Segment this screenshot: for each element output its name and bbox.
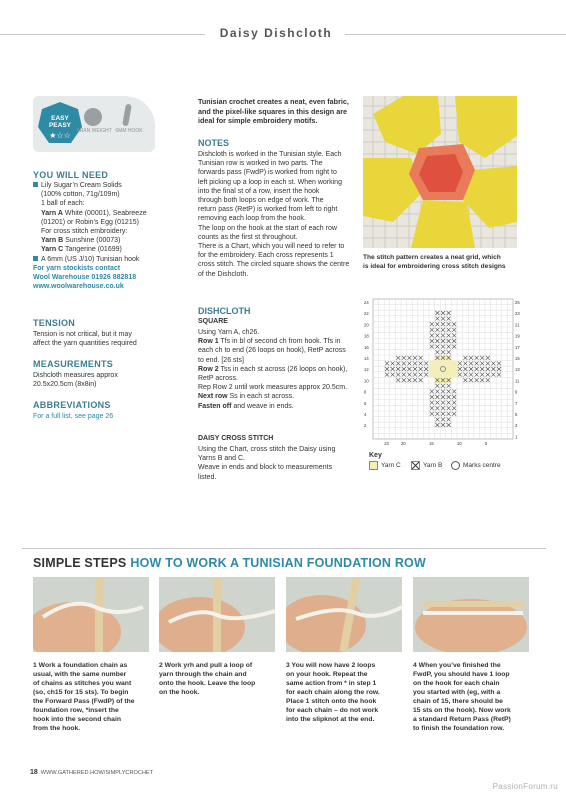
- step-line: [159, 679, 275, 688]
- notes-text: [198, 150, 356, 279]
- step-line-text: Work yrh and pull a loop of: [164, 662, 253, 669]
- step-line: [413, 724, 529, 733]
- notes-heading: NOTES: [198, 138, 230, 148]
- step-line: [159, 688, 275, 697]
- chart-cell-yarn-c: [451, 372, 457, 378]
- step-line-text: you started with (eg, with a: [413, 689, 501, 696]
- step-line: [413, 679, 529, 688]
- measurements-text: Dishcloth measures approx 20.5x20.5cm (8x8in): [33, 372, 118, 389]
- step-line: [33, 670, 149, 679]
- step-line-text: for each chain along the row.: [286, 689, 380, 696]
- step-line-text: yarn through the chain and: [159, 671, 247, 678]
- chart-col-label: 20: [401, 441, 406, 445]
- daisy-dishcloth-photo: [363, 96, 517, 248]
- tension-text: Tension is not critical, but it may affect the yarn quantities required: [33, 331, 137, 348]
- step-line: [286, 670, 402, 679]
- chart-row-label: 16: [364, 344, 369, 350]
- key-marks-centre: Marks centre: [451, 461, 501, 470]
- tension-heading: TENSION: [33, 318, 76, 328]
- abbreviations-heading: ABBREVIATIONS: [33, 400, 111, 410]
- step-line: [413, 715, 529, 724]
- chart-cell-yarn-c: [446, 372, 452, 378]
- step-line-text: Work a foundation chain as: [38, 662, 128, 669]
- square-heading: SQUARE: [198, 318, 228, 325]
- step-line-text: on your hook. Repeat the: [286, 671, 368, 678]
- header-rule-left: [0, 34, 205, 35]
- chart-row-label: 18: [364, 333, 369, 339]
- chart-cell-yarn-c: [429, 372, 435, 378]
- intro-text: Tunisian crochet creates a neat, even fabric, and the pixel-like squares in this design are ideal for simple embroidery motifs.: [198, 97, 349, 125]
- chart-cell-yarn-c: [440, 372, 446, 378]
- notes-line: removing each loop from the hook.: [198, 215, 306, 223]
- key-yarn-c: Yarn C: [369, 461, 401, 470]
- centre-circle-icon: [451, 461, 460, 470]
- chart-row-label: 6: [364, 400, 367, 406]
- step-line: [413, 688, 529, 697]
- step-line: [413, 670, 529, 679]
- chart-row-label: 5: [515, 412, 518, 418]
- step-3-text: [286, 661, 402, 724]
- step-2-photo: [159, 577, 275, 652]
- step-line-text: (so, ch15 for 15 sts). To begin: [33, 689, 129, 696]
- chart-row-label: 7: [515, 400, 518, 406]
- notes-line: forwards pass (FwdP) is worked from right to: [198, 169, 337, 177]
- chart-row-label: 2: [364, 423, 367, 429]
- chart-row-label: 23: [515, 311, 520, 317]
- step-4-photo: [413, 577, 529, 652]
- abbreviations-link[interactable]: For a full list, see page 26: [33, 413, 114, 420]
- step-line: [286, 679, 402, 688]
- step-line: [159, 661, 275, 670]
- step-4-text: [413, 661, 529, 733]
- chart-row-label: 24: [364, 300, 369, 306]
- notes-line: cross stitch. The circled square shows the centre: [198, 261, 350, 269]
- chart-cell-yarn-c: [429, 366, 435, 372]
- yarn-ball-icon: [84, 108, 102, 126]
- notes-line: through both loops on edge of work. The: [198, 197, 324, 205]
- notes-line: The loop on the hook at the start of each row: [198, 224, 337, 232]
- step-number: 4: [413, 662, 419, 669]
- step-line: [413, 706, 529, 715]
- chart-row-label: 15: [515, 356, 520, 362]
- step-line: [159, 670, 275, 679]
- chart-cell-yarn-c: [429, 361, 435, 367]
- notes-line: for the embroidery. Each cross represents 1: [198, 252, 334, 260]
- notes-line: counts as the first st throughout.: [198, 233, 298, 241]
- steps-divider: [22, 548, 546, 549]
- step-line-text: to finish the foundation row.: [413, 725, 505, 732]
- header: [0, 26, 566, 44]
- step-line: [286, 688, 402, 697]
- step-line-text: You will now have 2 loops: [291, 662, 376, 669]
- footer: [30, 769, 153, 776]
- chart-row-label: 17: [515, 344, 520, 350]
- step-line-text: hook into the second chain: [33, 716, 121, 723]
- step-1-photo: [33, 577, 149, 652]
- chart-row-label: 20: [364, 322, 369, 328]
- stockist-link[interactable]: www.woolwarehouse.co.uk: [33, 283, 124, 291]
- chart-cell-yarn-c: [446, 361, 452, 367]
- step-number: 2: [159, 662, 165, 669]
- yarn-b-cross-icon: [411, 461, 420, 470]
- step-line-text: When you’ve finished the: [418, 662, 501, 669]
- hook-size-label: 6MM HOOK: [115, 128, 143, 134]
- materials-list: Lily Sugar’n Cream Solids (100% cotton, 71g/109m) 1 ball of each: Yarn A White (00001), Seabreeze (01201) or Robin’s Egg (01215) For cross stitch embroidery: Yarn B Sunshine (00073) Yarn C Tangerine (01699) A 6mm (US J/10) Tunisian hook For yarn stockists contact Wool Warehouse 01926 882818 www.woolwarehouse.co.uk: [33, 181, 183, 291]
- chart-col-label: 10: [457, 441, 462, 445]
- yarn-c-swatch: [369, 461, 378, 470]
- step-line: [33, 697, 149, 706]
- notes-line: There is a Chart, which you will need to refer to: [198, 243, 345, 251]
- step-number: 3: [286, 662, 292, 669]
- chart-row-label: 3: [515, 423, 518, 429]
- step-line: [33, 679, 149, 688]
- chart-col-label: 23: [384, 441, 389, 445]
- step-line: [33, 724, 149, 733]
- chart-cell-yarn-c: [446, 366, 452, 372]
- dishcloth-instructions: Using Yarn A, ch26. Row 1 Tfs in bl of second ch from hook. Tfs in each ch to end (26 loops on hook), RetP across to end. [26 sts] Row 2 Tss in each st across (26 loops on hook), RetP across. Rep Row 2 until work measures approx 20.5cm. Next row Ss in each st across. Fasten off and weave in ends.: [198, 329, 348, 410]
- step-line-text: same action from * in step 1: [286, 680, 377, 687]
- notes-line: of the Dishcloth.: [198, 270, 249, 278]
- key-yarn-b: Yarn B: [411, 461, 442, 470]
- page-number: 18: [30, 769, 38, 776]
- chart-row-label: 13: [515, 367, 520, 373]
- chart-row-label: 21: [515, 322, 520, 328]
- skill-level-line2: PEASY: [48, 122, 72, 129]
- you-will-need-heading: YOU WILL NEED: [33, 170, 109, 180]
- step-line: [286, 661, 402, 670]
- daisy-instructions: Using the Chart, cross stitch the Daisy using Yarns B and C. Weave in ends and block to measurements listed.: [198, 446, 336, 481]
- cross-stitch-chart: [363, 295, 523, 445]
- step-line: [286, 697, 402, 706]
- yarn-weight-label: ARAN WEIGHT: [76, 128, 112, 134]
- chart-row-label: 12: [364, 367, 369, 373]
- step-line-text: 15 sts on the hook). Now work: [413, 707, 511, 714]
- chart-row-label: 11: [515, 378, 520, 384]
- chart-cell-yarn-c: [435, 361, 441, 367]
- measurements-heading: MEASUREMENTS: [33, 359, 114, 369]
- chart-cell-yarn-c: [440, 361, 446, 367]
- step-line: [33, 715, 149, 724]
- step-line-text: for each chain – do not work: [286, 707, 379, 714]
- watermark: PassionForum.ru: [492, 782, 558, 791]
- bullet-icon: [33, 256, 38, 261]
- notes-line: left picking up a loop in each st. When working: [198, 178, 342, 186]
- notes-line: Dishcloth is worked in the Tunisian style. Each: [198, 151, 342, 158]
- page-title: Daisy Dishcloth: [219, 26, 333, 40]
- step-line-text: on the hook for each chain: [413, 680, 500, 687]
- chart-row-label: 22: [364, 311, 369, 317]
- chart-row-label: 10: [364, 378, 369, 384]
- chart-row-label: 25: [515, 300, 520, 306]
- step-line-text: on the hook.: [159, 689, 200, 696]
- chart-key: [369, 461, 529, 473]
- dishcloth-heading: DISHCLOTH: [198, 306, 251, 316]
- step-line-text: FwdP, you should have 1 loop: [413, 671, 510, 678]
- chart-col-label: 5: [485, 441, 488, 445]
- notes-line: return pass (RetP) is worked from left to right: [198, 206, 338, 214]
- step-1-text: [33, 661, 149, 733]
- materials-item-yarn: Lily Sugar’n Cream Solids: [33, 181, 183, 190]
- notes-line: into the final st of a row, insert the hook: [198, 187, 320, 195]
- key-title: Key: [369, 452, 382, 459]
- header-rule-right: [345, 34, 566, 35]
- chart-cell-yarn-c: [451, 366, 457, 372]
- step-line: [413, 697, 529, 706]
- step-line-text: usual, with the same number: [33, 671, 127, 678]
- step-line-text: the Forward Pass (FwdP) of the: [33, 698, 135, 705]
- step-line: [33, 688, 149, 697]
- skill-level-label: [37, 115, 83, 129]
- chart-cell-yarn-c: [435, 366, 441, 372]
- step-number: 1: [33, 662, 39, 669]
- chart-row-label: 19: [515, 333, 520, 339]
- materials-item-hook: A 6mm (US J/10) Tunisian hook: [33, 255, 183, 264]
- step-line-text: into the slipknot at the end.: [286, 716, 375, 723]
- chart-row-label: 8: [364, 389, 367, 395]
- bullet-icon: [33, 182, 38, 187]
- step-line-text: foundation row, *insert the: [33, 707, 119, 714]
- step-line-text: onto the hook. Leave the loop: [159, 680, 256, 687]
- step-line: [286, 706, 402, 715]
- daisy-heading: DAISY CROSS STITCH: [198, 435, 274, 442]
- steps-title: SIMPLE STEPS HOW TO WORK A TUNISIAN FOUNDATION ROW: [33, 556, 426, 570]
- step-line: [286, 715, 402, 724]
- step-3-photo: [286, 577, 402, 652]
- step-line: [33, 706, 149, 715]
- chart-row-label: 1: [515, 434, 518, 440]
- footer-url[interactable]: WWW.GATHERED.HOW/SIMPLYCROCHET: [40, 770, 154, 776]
- step-line: [413, 661, 529, 670]
- chart-row-label: 14: [364, 356, 369, 362]
- step-line-text: Place 1 stitch onto the hook: [286, 698, 377, 705]
- chart-row-label: 4: [364, 412, 367, 418]
- chart-cell-yarn-c: [435, 372, 441, 378]
- skill-level-line1: EASY: [51, 115, 69, 122]
- step-line-text: of chains as stitches you want: [33, 680, 132, 687]
- skill-stars-icon: ★☆☆: [49, 131, 71, 140]
- step-line-text: from the hook.: [33, 725, 81, 732]
- step-line: [33, 661, 149, 670]
- chart-row-label: 9: [515, 389, 518, 395]
- step-2-text: [159, 661, 275, 697]
- notes-line: Tunisian row is worked in two parts. The: [198, 160, 323, 168]
- step-line-text: chain of 15, there should be: [413, 698, 503, 705]
- photo-caption: The stitch pattern creates a neat grid, which is ideal for embroidering cross stitch designs: [363, 254, 506, 270]
- step-line-text: a standard Return Pass (RetP): [413, 716, 511, 723]
- chart-cell-yarn-c: [451, 361, 457, 367]
- chart-col-label: 15: [429, 441, 434, 445]
